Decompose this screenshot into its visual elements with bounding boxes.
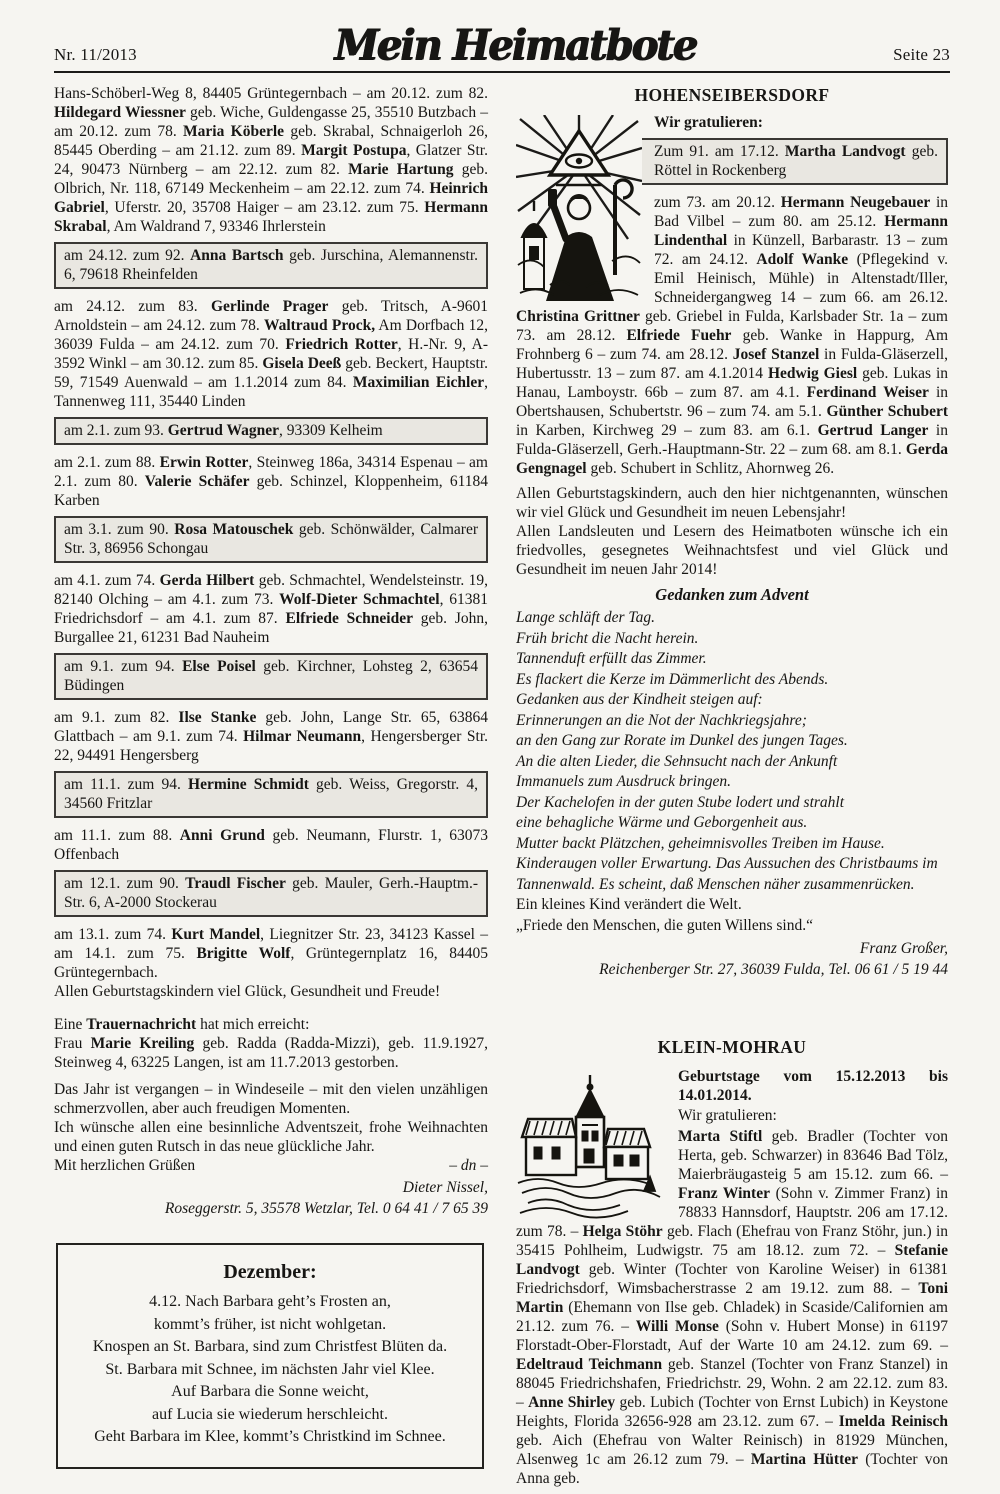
birthday-box: am 24.12. zum 92. Anna Bartsch geb. Jurschina, Alemannenstr. 6, 79618 Rheinfelden [54,242,488,289]
church-woodcut-icon [516,1071,666,1219]
text-line: kommt’s früher, ist nicht wohlgetan. [153,1315,387,1333]
birthday-range-subheading: Geburtstage vom 15.12.2013 bis 14.01.2014. [678,1068,948,1104]
spacer [54,1007,488,1015]
text-line: Mutter backt Plätzchen, geheimnisvolles Treiben im Hause. [516,834,885,852]
closing-block [54,1080,488,1175]
poem-signature [516,938,948,980]
greeting-text: Mit herzlichen Grüßen [54,1157,196,1174]
wish-paragraph: Allen Landsleuten und Lesern des Heimatboten wünsche ich ein friedvolles, gesegnetes Weihnachtsfest und viel Glück und Gesundheit im neuen Jahr 2014! [516,523,948,578]
closing-text: Ich wünsche allen eine besinnliche Adventszeit, frohe Weihnachten und einen guten Rutsch in das neue glückliche Jahr. [54,1119,488,1155]
text-line: Immanuels zum Ausdruck bringen. [516,773,731,790]
birthday-paragraph: zum 73. am 20.12. Hermann Neugebauer in Bad Vilbel – zum 80. am 25.12. Hermann Lindenthal in Künzell, Barbarastr. 13 – zum 72. am 24.12. Adolf Wanke (Pflegekind v. Emil Heinisch, Mühle) in Altenstadt/Iller, Schneidergangweg 14 – zum 66. am 26.12. Christina Grittner geb. Griebel in Fulda, Karlsbader Str. 1a – zum 73. am 28.12. Elfriede Fuehr geb. Wanke in Happurg, Am Frohnberg 6 – zum 74. am 28.12. Josef Stanzel in Fulda-Gläserzell, Hubertusstr. 13 – zum 87. am 4.1.2014 Hedwig Giesl geb. Lukas in Hanau, Lamboystr. 66b – zum 87. am 4.1. Ferdinand Weiser in Obertshausen, Schubertstr. 96 – zum 74. am 5.1. Günther Schubert in Karben, Kirchweg 29 – zum 83. am 6.1. Gertrud Langer in Fulda-Gläserzell, Gerh.-Hauptmann-Str. 22 – zum 68. am 8.1. Gerda Gengnagel geb. Schubert in Schlitz, Ahornweg 26. [516,194,949,477]
obituary-block [54,1015,488,1072]
december-proverbs [68,1291,472,1449]
spacer [54,1072,488,1080]
obituary-text: Frau Marie Kreiling geb. Radda (Radda-Mizzi), geb. 11.9.1927, Steinweg 4, 63225 Langen, ist am 11.7.2013 gestorben. [54,1035,488,1071]
text-line: auf Lucia sie wiederum herschleicht. [152,1405,388,1423]
page-header [54,12,950,71]
text-line: St. Barbara mit Schnee, im nächsten Jahr viel Klee. [105,1360,435,1378]
birthday-paragraph: am 9.1. zum 82. Ilse Stanke geb. John, Lange Str. 65, 63864 Glattbach – am 9.1. zum 74. Hilmar Neumann, Hengersberger Str. 22, 94491 Hengersberg [54,709,489,764]
text-line: Lange schläft der Tag. [516,609,655,626]
page-columns [54,73,950,1494]
text-line: Knospen an St. Barbara, sind zum Christfest Blüten da. [92,1338,448,1355]
left-column [54,84,488,1494]
bishop-woodcut-icon [516,115,642,301]
text-line: Tannenduft erfüllt das Zimmer. [516,650,707,667]
closing-text: Das Jahr ist vergangen – in Windeseile – mit den vielen unzähligen schmerzvollen, aber auch freudigen Momenten. [54,1081,488,1117]
advent-poem-heading: Gedanken zum Advent [655,585,809,604]
text-line: Ein kleines Kind verändert die Welt. [516,896,742,913]
page-number: Seite 23 [893,45,950,64]
text-line: Gedanken aus der Kindheit steigen auf: [516,691,763,708]
birthday-paragraph: am 11.1. zum 88. Anni Grund geb. Neumann, Flurstr. 1, 63073 Offenbach [54,827,489,863]
editor-initials: – dn – [449,1157,488,1174]
greeting-row [54,1156,488,1175]
birthday-box: am 12.1. zum 90. Traudl Fischer geb. Mauler, Gerh.-Hauptm.-Str. 6, A-2000 Stockerau [54,870,488,917]
birthday-box: am 3.1. zum 90. Rosa Matouschek geb. Schönwälder, Calmarer Str. 3, 86956 Schongau [54,516,488,563]
text-line: An die alten Lieder, die Sehnsucht nach der Ankunft [516,752,838,770]
december-title: Dezember: [223,1261,317,1283]
wish-paragraph: Allen Geburtstagskindern, auch den hier nichtgenannten, wünschen wir viel Glück und Gesundheit im neuen Lebensjahr! [516,485,948,521]
birthday-box: am 9.1. zum 94. Else Poisel geb. Kirchner, Lohsteg 2, 63654 Büdingen [54,653,488,700]
text-line: an den Gang zur Rorate im Dunkel des jungen Tages. [516,732,848,749]
birthday-paragraph: Marta Stiftl geb. Bradler (Tochter von Herta, geb. Schwarzer) in 83646 Bad Tölz, Maierbräugasteig 5 am 15.12. zum 66. – Franz Winter (Sohn v. Zimmer Franz) in 78833 Hannsdorf, Hauptstr. 206 am 17.12. zum 78. – Helga Stöhr geb. Flach (Ehefrau von Franz Stöhr, jun.) in 35415 Pohlheim, Ludwigstr. 75 am 18.12. zum 72. – Stefanie Landvogt geb. Winter (Tochter von Karoline Weiser) in 61381 Friedrichsdorf, Wimsbacherstrasse 2 am 19.12. zum 88. – Toni Martin (Ehemann von Ilse geb. Chladek) in Scaside/Californien am 21.12. zum 76. – Willi Monse (Sohn v. Hubert Monse) in 61197 Florstadt-Ober-Florstadt, Auf der Warte 10 am 24.12. zum 69. – Edeltraud Teichmann geb. Stanzel (Tochter von Franz Stanzel) in 88045 Friedrichshafen, Friedrichstr. 29, Wohn. 2 am 22.12. zum 83. – Anne Shirley geb. Lubich (Tochter von Ernst Lubich) in Keystone Heights, Florida 32656-928 am 23.12. zum 67. – Imelda Reinisch geb. Aich (Ehefrau von Walter Reinisch) in 81929 München, Alsenweg 1c am 26.12 zum 79. – Martina Hütter (Tochter von Anna geb. [516,1128,949,1487]
right-column [516,84,948,1494]
text-line: Der Kachelofen in der guten Stube lodert und strahlt [516,793,845,811]
birthday-wish: Allen Geburtstagskindern viel Glück, Gesundheit und Freude! [54,983,441,1000]
congrats-label: Wir gratulieren: [678,1107,777,1124]
birthday-paragraph: am 2.1. zum 88. Erwin Rotter, Steinweg 186a, 34314 Espenau – am 2.1. zum 80. Valerie Schäfer geb. Schinzel, Kloppenheim, 61184 Karben [54,454,488,509]
congrats-label: Wir gratulieren: [654,114,763,131]
section-heading-klein-mohrau: KLEIN-MOHRAU [657,1037,807,1057]
text-line: eine behagliche Wärme und Geborgenheit aus. [516,814,808,831]
text-line: 4.12. Nach Barbara geht’s Frosten an, [149,1293,391,1310]
klein-mohrau-block [516,1067,948,1494]
signature-address: Roseggerstr. 5, 35578 Wetzlar, Tel. 0 64 41 / 7 65 39 [164,1200,488,1217]
advent-poem-italic [516,608,948,895]
text-line: „Friede den Menschen, die guten Willens sind.“ [516,916,813,934]
text-line: Erinnerungen an die Not der Nachkriegsjahre; [516,711,807,729]
birthday-box: am 11.1. zum 94. Hermine Schmidt geb. Weiss, Gregorstr. 4, 34560 Fritzlar [54,771,488,818]
text-line: Geht Barbara im Klee, kommt’s Christkind im Schnee. [94,1428,446,1445]
hohenseibersdorf-block [516,113,948,484]
issue-number: Nr. 11/2013 [54,45,137,64]
text-line: Auf Barbara die Sonne weicht, [171,1383,369,1400]
text-line: Es flackert die Kerze im Dämmerlicht des Abends. [516,670,829,688]
signature-address: Reichenberger Str. 27, 36039 Fulda, Tel. 06 61 / 5 19 44 [599,961,948,978]
editor-signature [54,1177,488,1219]
december-proverb-box [56,1243,484,1469]
birthday-box: Zum 91. am 17.12. Martha Landvogt geb. Röttel in Rockenberg [516,138,948,185]
text-line: Kinderaugen voller Erwartung. Das Aussuchen des Christbaums im Tannenwald. Es scheint, daß Menschen näher zusammenrücken. [516,855,938,893]
birthday-box: am 2.1. zum 93. Gertrud Wagner, 93309 Kelheim [54,417,488,445]
obituary-intro: Eine Trauernachricht hat mich erreicht: [54,1016,310,1033]
birthday-paragraph: am 13.1. zum 74. Kurt Mandel, Liegnitzer Str. 23, 34123 Kassel – am 14.1. zum 75. Brigitte Wolf, Grüntegernplatz 16, 84405 Grüntegernbach. [54,926,489,981]
advent-poem-roman [516,895,948,936]
birthday-paragraph: am 24.12. zum 83. Gerlinde Prager geb. Tritsch, A-9601 Arnoldstein – am 24.12. zum 78. Waltraud Prock, Am Dorfbach 12, 36039 Fulda – am 24.12. zum 70. Friedrich Rotter, H.-Nr. 9, A-3592 Winkl – am 30.12. zum 85. Gisela Deeß geb. Beckert, Hauptstr. 59, 71549 Auenwald – am 1.1.2014 zum 84. Maximilian Eichler, Tannenweg 111, 35440 Linden [54,298,488,410]
signature-name: Franz Großer, [859,940,948,957]
birthday-paragraph: am 4.1. zum 74. Gerda Hilbert geb. Schmachtel, Wendelsteinstr. 19, 82140 Olching – am 4.1. zum 73. Wolf-Dieter Schmachtel, 61381 Friedrichsdorf – am 4.1. zum 87. Elfriede Schneider geb. John, Burgallee 21, 61231 Bad Nauheim [54,572,489,646]
text-line: Früh bricht die Nacht herein. [516,629,699,647]
birthday-paragraph: Hans-Schöberl-Weg 8, 84405 Grüntegernbach – am 20.12. zum 82. Hildegard Wiessner geb. Wiche, Guldengasse 25, 35510 Butzbach – am 20.12. zum 78. Maria Köberle geb. Skrabal, Schnaigerloh 26, 85445 Oberding – am 21.12. zum 89. Margit Postupa, Glatzer Str. 24, 90473 Nürnberg – am 22.12. zum 82. Marie Hartung geb. Olbrich, Nr. 118, 67149 Meckenheim – am 22.12. zum 74. Heinrich Gabriel, Uferstr. 20, 35708 Haiger – am 23.12. zum 75. Hermann Skrabal, Am Waldrand 7, 93346 Ihrlerstein [54,85,488,235]
section-heading-hohenseibersdorf: HOHENSEIBERSDORF [634,85,830,105]
masthead-title: Mein Heimatbote [334,20,696,71]
signature-name: Dieter Nissel, [402,1179,488,1196]
